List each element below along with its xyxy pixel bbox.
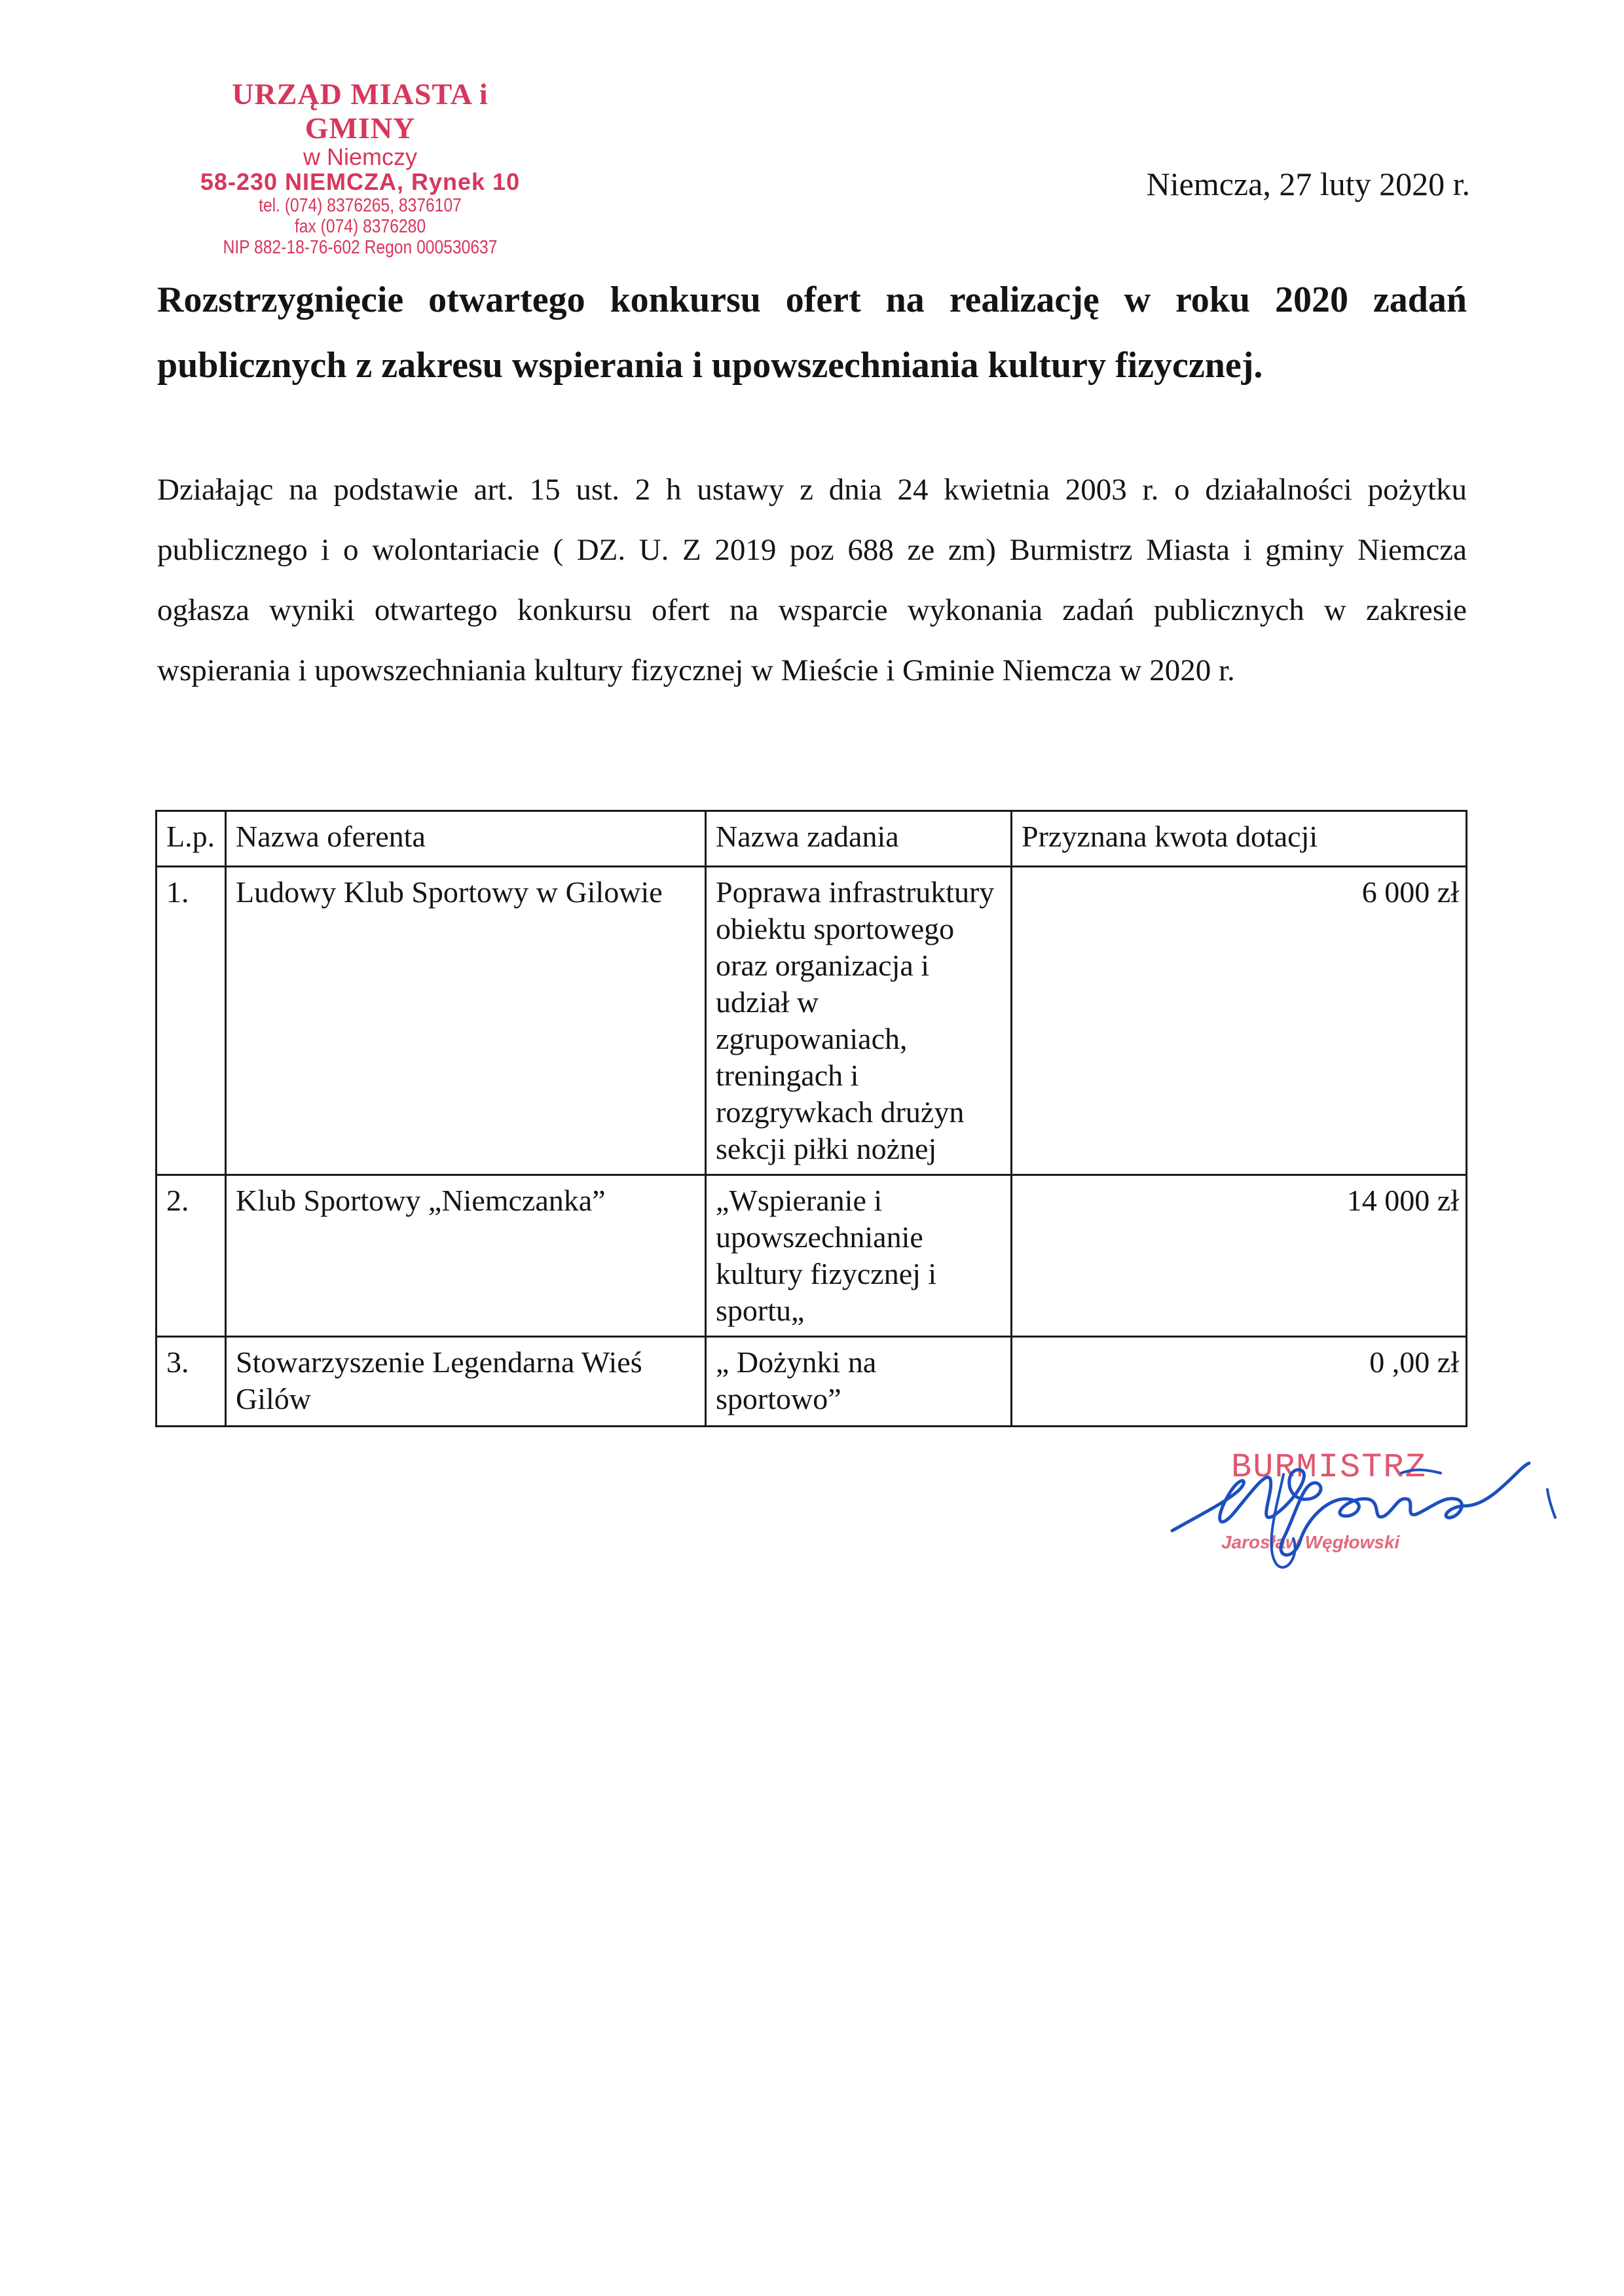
cell-kwota: 0 ,00 zł xyxy=(1012,1337,1467,1427)
cell-oferent: Ludowy Klub Sportowy w Gilowie xyxy=(226,867,706,1175)
office-stamp xyxy=(177,77,544,258)
cell-lp: 3. xyxy=(157,1337,226,1427)
header-kwota: Przyznana kwota dotacji xyxy=(1012,811,1467,867)
cell-zadanie: „ Dożynki na sportowo” xyxy=(706,1337,1012,1427)
grants-table xyxy=(155,810,1467,1427)
title-line-2: publicznych z zakresu wspierania i upowszechniania kultury fizycznej. xyxy=(157,345,1263,386)
stamp-address: 58-230 NIEMCZA, Rynek 10 xyxy=(200,168,521,195)
cell-zadanie: Poprawa infrastruktury obiektu sportowego oraz organizacja i udział w zgrupowaniach, treningach i rozgrywkach drużyn sekcji piłki nożnej xyxy=(706,867,1012,1175)
paragraph-line: publicznego i o wolontariacie ( DZ. U. Z 2019 poz 688 ze zm) Burmistrz Miasta i gminy Niemcza xyxy=(157,533,1467,567)
cell-kwota: 6 000 zł xyxy=(1012,867,1467,1175)
stamp-phone: tel. (074) 8376265, 8376107 xyxy=(259,195,462,216)
paragraph-line: wspierania i upowszechniania kultury fizycznej w Mieście i Gminie Niemcza w 2020 r. xyxy=(157,653,1235,687)
paragraph-line: Działając na podstawie art. 15 ust. 2 h ustawy z dnia 24 kwietnia 2003 r. o działalności pożytku xyxy=(157,473,1467,507)
table-row xyxy=(157,867,1467,1175)
cell-kwota: 14 000 zł xyxy=(1012,1175,1467,1337)
table-row xyxy=(157,1337,1467,1427)
stamp-office-name: URZĄD MIASTA i GMINY xyxy=(232,77,489,145)
handwritten-signature-icon xyxy=(1153,1434,1585,1591)
cell-zadanie: „Wspieranie i upowszechnianie kultury fizycznej i sportu„ xyxy=(706,1175,1012,1337)
stamp-location: w Niemczy xyxy=(303,143,417,170)
body-paragraph xyxy=(157,460,1467,701)
table-row xyxy=(157,1175,1467,1337)
signature-stamp-name: Jarosław Węgłowski xyxy=(1221,1532,1400,1552)
cell-oferent: Stowarzyszenie Legendarna Wieś Gilów xyxy=(226,1337,706,1427)
header-zadanie: Nazwa zadania xyxy=(706,811,1012,867)
cell-lp: 1. xyxy=(157,867,226,1175)
header-oferent: Nazwa oferenta xyxy=(226,811,706,867)
document-date: Niemcza, 27 luty 2020 r. xyxy=(1146,166,1470,202)
stamp-nip-regon: NIP 882-18-76-602 Regon 000530637 xyxy=(223,237,498,258)
paragraph-line: ogłasza wyniki otwartego konkursu ofert na wsparcie wykonania zadań publicznych w zakresie xyxy=(157,593,1467,627)
title-line-1: Rozstrzygnięcie otwartego konkursu ofert na realizację w roku 2020 zadań xyxy=(157,280,1467,320)
table-header-row xyxy=(157,811,1467,867)
header-lp: L.p. xyxy=(157,811,226,867)
mayor-signature-block xyxy=(1153,1434,1585,1591)
cell-lp: 2. xyxy=(157,1175,226,1337)
signature-stamp-title: BURMISTRZ xyxy=(1231,1448,1427,1487)
cell-oferent: Klub Sportowy „Niemczanka” xyxy=(226,1175,706,1337)
stamp-fax: fax (074) 8376280 xyxy=(294,216,426,237)
document-title xyxy=(157,267,1467,398)
